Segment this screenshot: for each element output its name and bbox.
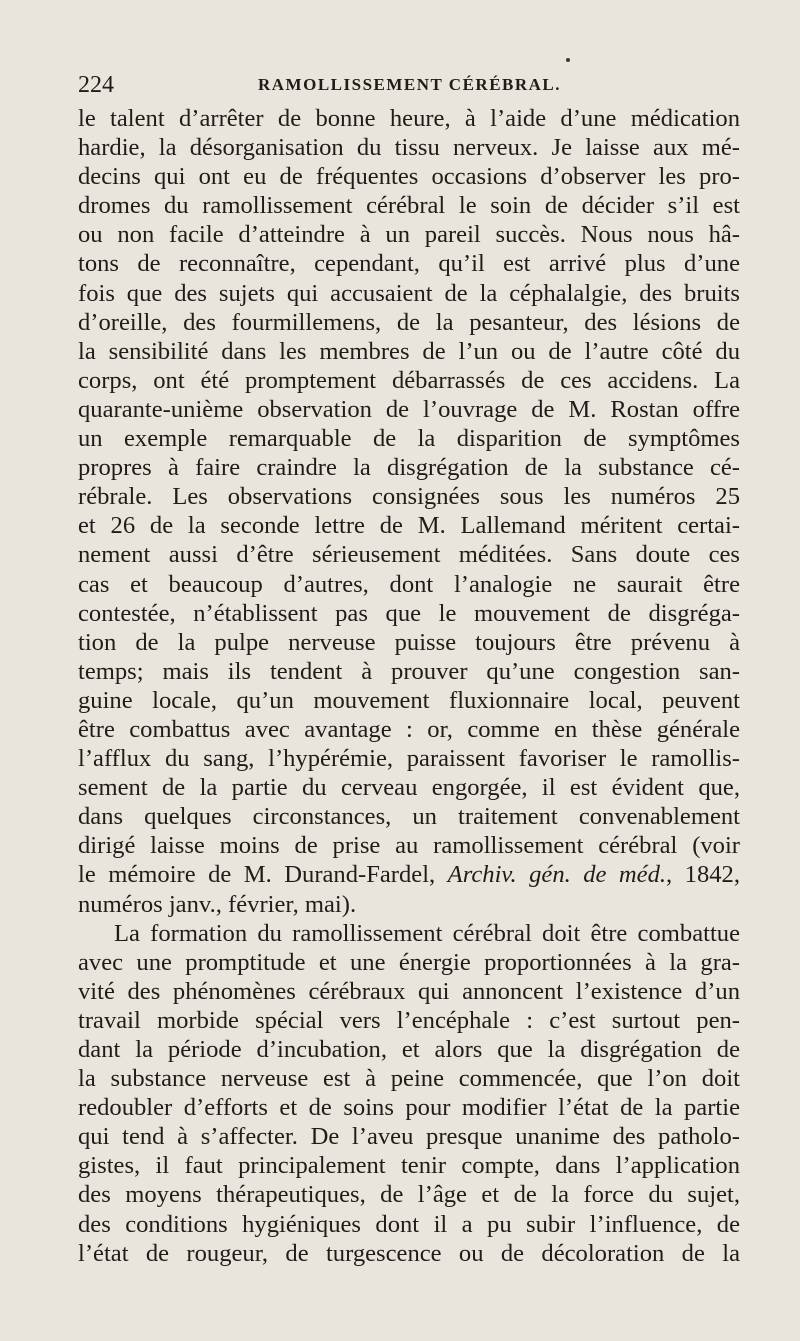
paragraph-1 bbox=[78, 104, 740, 919]
text-line: des conditions hygiéniques dont il a pu subir l’influence, de bbox=[78, 1210, 740, 1238]
text-line: tion de la pulpe nerveuse puisse toujours être prévenu à bbox=[78, 628, 740, 656]
citation-prefix: le mémoire de M. Durand-Fardel, bbox=[78, 861, 448, 889]
text-line: dromes du ramollissement cérébral le soin de décider s’il est bbox=[78, 192, 740, 220]
text-line: avec une promptitude et une énergie proportionnées à la gra- bbox=[78, 948, 740, 976]
text-line: l’afflux du sang, l’hypérémie, paraissent favoriser le ramollis- bbox=[78, 745, 740, 773]
citation-suffix: , 1842, bbox=[666, 861, 741, 889]
text-line: hardie, la désorganisation du tissu nerveux. Je laisse aux mé- bbox=[78, 134, 740, 162]
text-line: travail morbide spécial vers l’encéphale : c’est surtout pen- bbox=[78, 1006, 740, 1034]
text-line: fois que des sujets qui accusaient de la céphalalgie, des bruits bbox=[78, 279, 740, 307]
text-line: quarante-unième observation de l’ouvrage de M. Rostan offre bbox=[78, 395, 740, 423]
text-line: être combattus avec avantage : or, comme en thèse générale bbox=[78, 715, 740, 743]
journal-title: Archiv. gén. de méd. bbox=[447, 861, 667, 889]
text-line: ou non facile d’atteindre à un pareil succès. Nous nous hâ- bbox=[78, 221, 740, 249]
text-line: temps; mais ils tendent à prouver qu’une congestion san- bbox=[78, 657, 740, 685]
text-line: d’oreille, des fourmillemens, de la pesanteur, des lésions de bbox=[78, 308, 740, 336]
text-line: propres à faire craindre la disgrégation de la substance cé- bbox=[78, 454, 740, 482]
text-line: vité des phénomènes cérébraux qui annoncent l’existence d’un bbox=[78, 977, 740, 1005]
text-line: la substance nerveuse est à peine commencée, que l’on doit bbox=[78, 1065, 740, 1093]
text-line: qui tend à s’affecter. De l’aveu presque unanime des patholo- bbox=[78, 1123, 740, 1151]
text-line: nement aussi d’être sérieusement méditées. Sans doute ces bbox=[78, 541, 740, 569]
text-line: sement de la partie du cerveau engorgée, il est évident que, bbox=[78, 774, 740, 802]
paragraph-2 bbox=[78, 919, 740, 1268]
text-line: contestée, n’établissent pas que le mouvement de disgréga- bbox=[78, 599, 740, 627]
text-line: la sensibilité dans les membres de l’un ou de l’autre côté du bbox=[78, 337, 740, 365]
text-line: gistes, il faut principalement tenir compte, dans l’application bbox=[78, 1152, 740, 1180]
text-line: dant la période d’incubation, et alors que la disgrégation de bbox=[78, 1036, 740, 1063]
text-line: un exemple remarquable de la disparition de symptômes bbox=[78, 425, 740, 453]
page-header bbox=[78, 68, 740, 102]
text-line: tons de reconnaître, cependant, qu’il est arrivé plus d’une bbox=[78, 250, 740, 278]
text-line: numéros janv., février, mai). bbox=[78, 890, 357, 918]
body-text bbox=[78, 104, 740, 1268]
text-line: cas et beaucoup d’autres, dont l’analogie ne saurait être bbox=[78, 570, 740, 598]
text-line: guine locale, qu’un mouvement fluxionnaire local, peuvent bbox=[78, 686, 740, 714]
text-line: rébrale. Les observations consignées sous les numéros 25 bbox=[78, 483, 740, 511]
citation-line bbox=[78, 860, 740, 889]
text-line: dans quelques circonstances, un traitement convenablement bbox=[78, 803, 740, 831]
text-line: corps, ont été promptement débarrassés de ces accidens. La bbox=[78, 366, 740, 394]
ink-speck bbox=[566, 58, 570, 62]
text-line: dirigé laisse moins de prise au ramollissement cérébral (voir bbox=[78, 832, 740, 860]
text-line: La formation du ramollissement cérébral doit être combattue bbox=[114, 919, 740, 947]
page-number: 224 bbox=[78, 72, 114, 98]
text-line: decins qui ont eu de fréquentes occasions d’observer les pro- bbox=[78, 163, 740, 191]
text-line: l’état de rougeur, de turgescence ou de décoloration de la bbox=[78, 1239, 740, 1267]
text-line: redoubler d’efforts et de soins pour modifier l’état de la partie bbox=[78, 1094, 740, 1122]
text-line: des moyens thérapeutiques, de l’âge et de la force du sujet, bbox=[78, 1181, 740, 1209]
text-line: et 26 de la seconde lettre de M. Lallemand méritent certai- bbox=[78, 512, 740, 540]
running-head: RAMOLLISSEMENT CÉRÉBRAL. bbox=[258, 75, 562, 94]
text-line: le talent d’arrêter de bonne heure, à l’aide d’une médication bbox=[78, 105, 740, 132]
